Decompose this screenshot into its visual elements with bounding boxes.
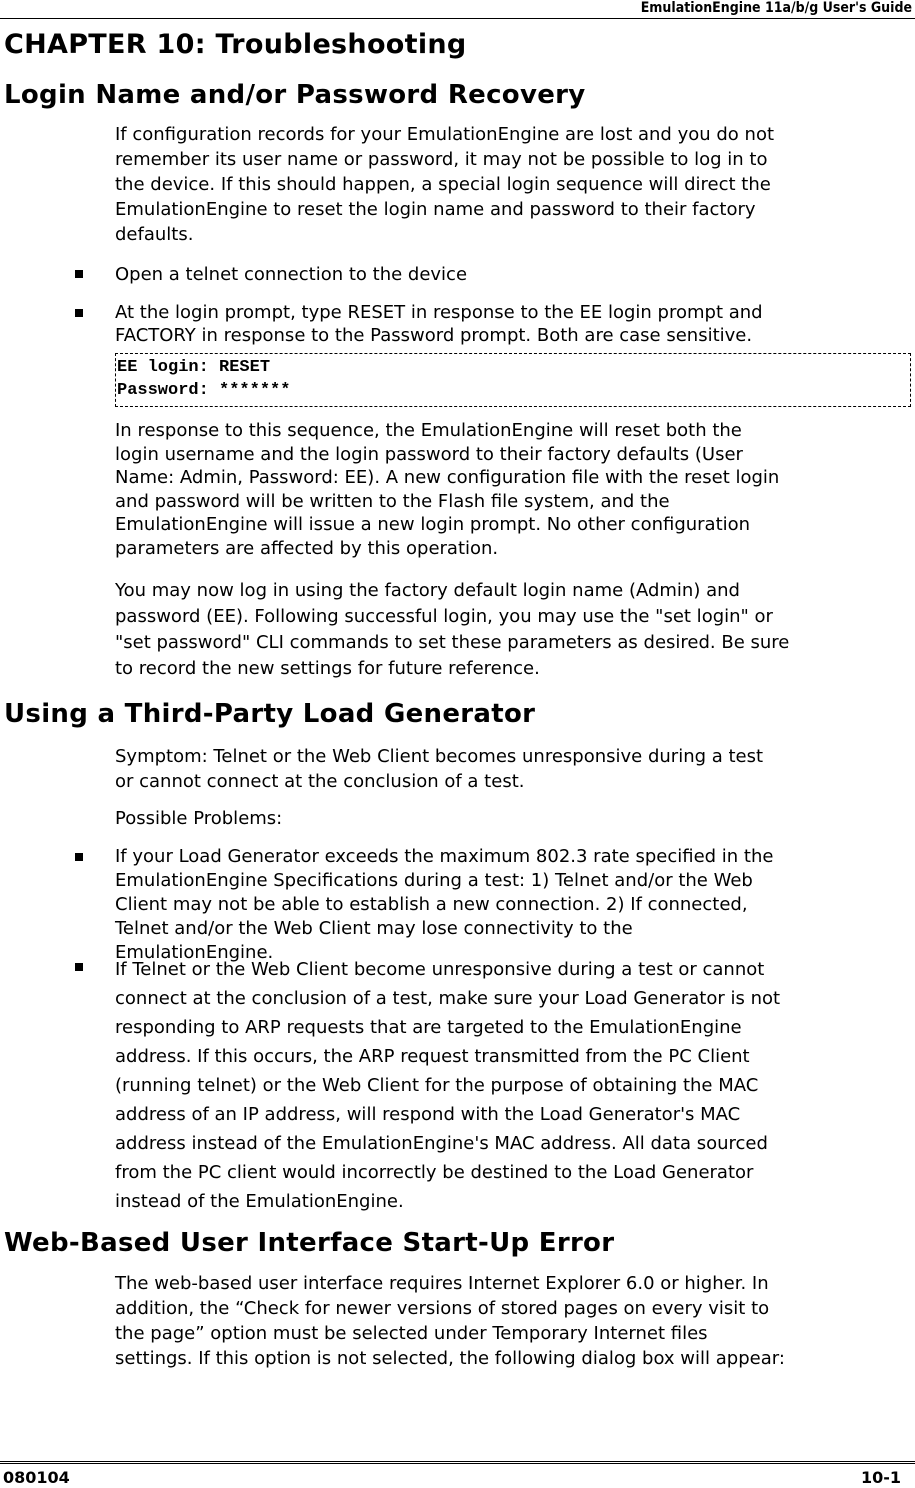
bullet-square-icon <box>75 309 83 317</box>
running-header: EmulationEngine 11a/b/g User's Guide <box>640 0 912 16</box>
code-block <box>115 353 911 407</box>
code-line: Password: ******* <box>117 381 291 400</box>
section-heading-web-ui-error: Web-Based User Interface Start-Up Error <box>4 1228 615 1258</box>
list-item: If Telnet or the Web Client become unresponsive during a test or cannot connect at the conclusion of a test, make sure your Load Generator is not responding to ARP requests that are targeted to the EmulationEngine address. If this occurs, the ARP request transmitted from the PC Client (running telnet) or the Web Client for the purpose of obtaining the MAC address of an IP address, will respond with the Load Generator's MAC address instead of the EmulationEngine's MAC address. All data sourced from the PC client would incorrectly be destined to the Load Generator instead of the EmulationEngine. <box>75 955 915 1216</box>
list-item: At the login prompt, type RESET in response to the EE login prompt and FACTORY in response to the Password prompt. Both are case sensitive. <box>75 301 915 347</box>
paragraph-reset-result: In response to this sequence, the EmulationEngine will reset both the login username and the login password to their factory defaults (User Name: Admin, Password: EE). A new configuration file with the reset login and password will be written to the Flash file system, and the EmulationEngine will issue a new login prompt. No other configuration parameters are affected by this operation. <box>115 420 780 559</box>
chapter-title: CHAPTER 10: Troubleshooting <box>4 29 467 60</box>
bullet-square-icon <box>75 853 83 861</box>
section-heading-password-recovery: Login Name and/or Password Recovery <box>4 80 586 110</box>
paragraph-problems-label: Possible Problems: <box>115 808 283 829</box>
footer-date: 080104 <box>3 1468 70 1487</box>
list-item: Open a telnet connection to the device <box>75 262 915 287</box>
header-rule <box>0 18 915 19</box>
code-line: EE login: RESET <box>117 358 271 377</box>
paragraph-intro: If configuration records for your EmulationEngine are lost and you do not remember its user name or password, it may not be possible to log in to the device. If this should happen, a special login sequence will direct the EmulationEngine to reset the login name and password to their factory defaults. <box>115 124 775 245</box>
section-heading-load-generator: Using a Third-Party Load Generator <box>4 699 536 729</box>
paragraph-web-ui: The web-based user interface requires Internet Explorer 6.0 or higher. In addition, the “Check for newer versions of stored pages on every visit to the page” option must be selected under Temporary Internet files settings. If this option is not selected, the following dialog box will appear: <box>115 1273 785 1369</box>
bullet-square-icon <box>75 963 83 971</box>
paragraph-symptom: Symptom: Telnet or the Web Client becomes unresponsive during a test or cannot connect at the conclusion of a test. <box>115 746 764 792</box>
list-item: If your Load Generator exceeds the maximum 802.3 rate specified in the EmulationEngine Specifications during a test: 1) Telnet and/or the Web Client may not be able to establish a new connection. 2) If connected, Telnet and/or the Web Client may lose connectivity to the EmulationEngine. <box>75 845 915 965</box>
paragraph-login-now: You may now log in using the factory default login name (Admin) and password (EE). Following successful login, you may use the "set login" or "set password" CLI commands to set these parameters as desired. Be sure to record the new settings for future reference. <box>115 580 790 679</box>
footer-rule <box>0 1461 915 1464</box>
bullet-square-icon <box>75 270 83 278</box>
page-number: 10-1 <box>860 1468 901 1487</box>
